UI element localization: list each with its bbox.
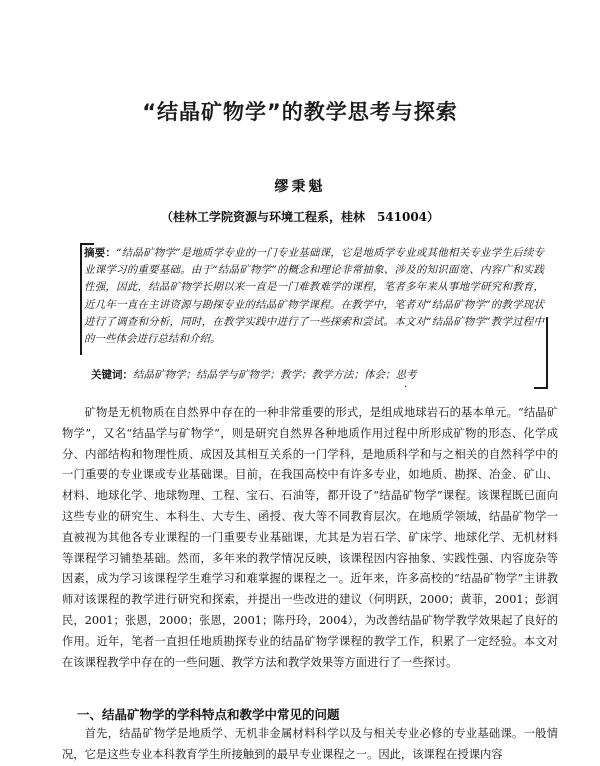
- abstract-bracket-left: [80, 243, 82, 355]
- keywords-text: 结晶矿物学；结晶学与矿物学；教学；教学方法；体会；思考: [133, 369, 417, 381]
- abstract-text: “结晶矿物学”是地质学专业的一门专业基础课，它是地质学专业或其他相关专业学生后续专业课学习的重要基础。由于“结晶矿物学”的概念和理论非常抽象、涉及的知识面宽、内容广和实践性强，因此，结晶矿物学长期以来一直是一门难教难学的课程，笔者多年来从事地学研究和教育，近几年一直在主讲资源与勘探专业的结晶矿物学课程。在教学中，笔者对“结晶矿物学”的教学现状进行了调查和分析，同时，在教学实践中进行了一些探索和尝试。本文对“结晶矿物学”教学过程中的一些体会进行总结和介绍。: [84, 247, 545, 346]
- author-affiliation: （桂林工学院资源与环境工程系，桂林 541004）: [160, 210, 440, 224]
- author-name: 缪秉魁: [274, 179, 326, 195]
- abstract-bracket-right: [546, 317, 548, 387]
- abstract-bracket-bottom: [534, 387, 548, 389]
- abstract: [84, 245, 544, 348]
- section-heading: 一、结晶矿物学的学科特点和教学中常见的问题: [77, 707, 340, 722]
- keywords-label: 关键词：: [91, 369, 133, 381]
- section-paragraph: 首先，结晶矿物学是地质学、无机非金属材料科学以及与相关专业必修的专业基础课。一般情况，它是这些专业本科教育学生所接触到的最早专业课程之一。因此，该课程在授课内容: [62, 727, 558, 761]
- intro-paragraph: 矿物是无机物质在自然界中存在的一种非常重要的形式，是组成地球岩石的基本单元。“结晶矿物学”，又名“结晶学与矿物学”，则是研究自然界各种地质作用过程中所形成矿物的形态、化学成分、内部结构和物理性质、成因及其相互关系的一门学科，是地质科学和与之相关的自然科学中的一门重要的专业课或专业基础课。目前，在我国高校中有许多专业，如地质、勘探、冶金、矿山、材料、地球化学、地球物理、工程、宝石、石油等，都开设了“结晶矿物学”课程。该课程既已面向这些专业的研究生、本科生、大专生、函授、夜大等不同教育层次。在地质学领域，结晶矿物学一直被视为其他各专业课程的一门重要专业基础课，尤其是为岩石学、矿床学、地球化学、无机材料等课程学习铺垫基础。然而，多年来的教学情况反映，该课程因内容抽象、实践性强、内容庞杂等因素，成为学习该课程学生难学习和难掌握的课程之一。近年来，许多高校的“结晶矿物学”主讲教师对该课程的教学进行研究和探索，并提出一些改进的建议（何明跃，2000；黄菲，2001；彭润民，2001；张恩，2000；张恩，2001；陈丹玲，2004），为改善结晶矿物学教学效果起了良好的作用。近年，笔者一直担任地质勘探专业的结晶矿物学课程的教学工作，积累了一定经验。本文对在该课程教学中存在的一些问题、教学方法和教学效果等方面进行了一些探讨。: [62, 406, 558, 669]
- keywords: [91, 367, 541, 382]
- separator-dot: ·: [404, 382, 408, 393]
- paper-title: “结晶矿物学”的教学思考与探索: [142, 100, 458, 124]
- abstract-label: 摘要：: [84, 247, 117, 259]
